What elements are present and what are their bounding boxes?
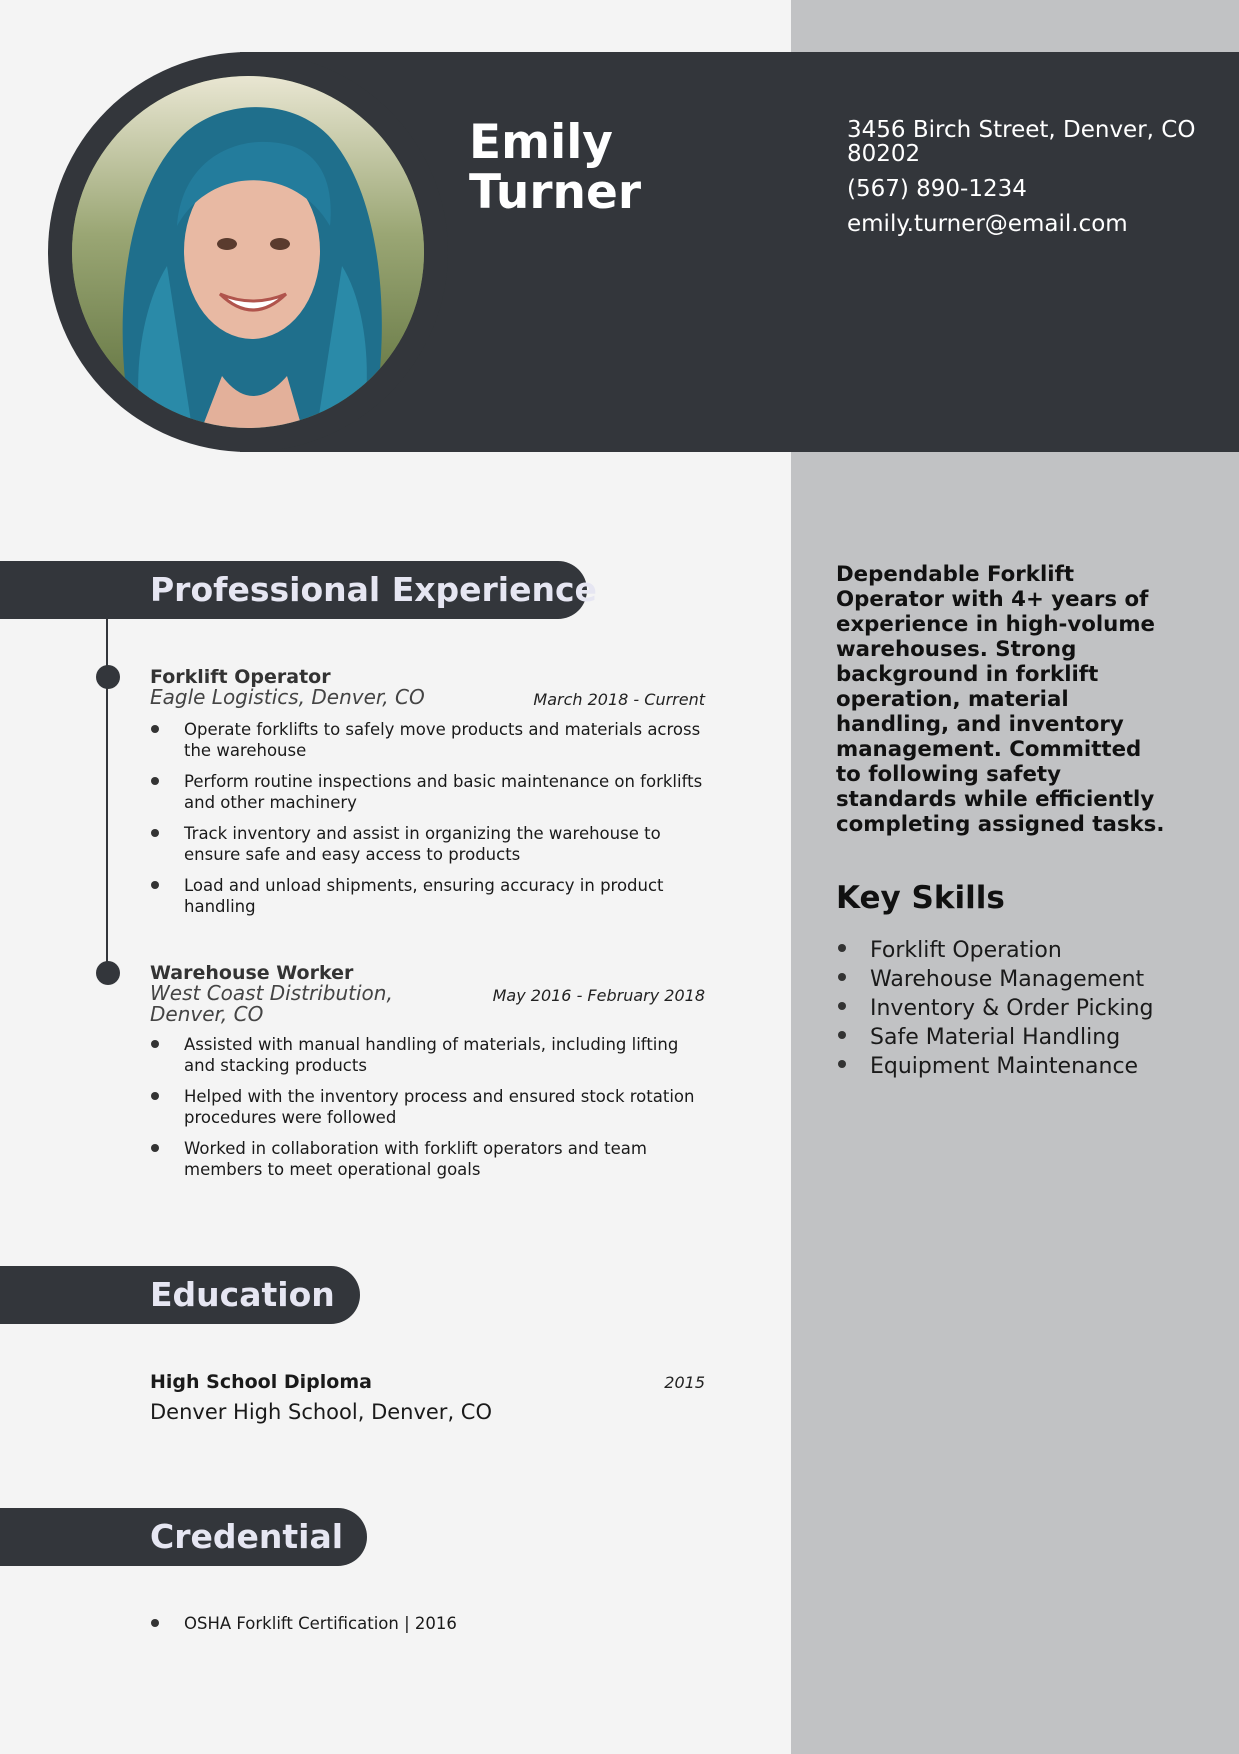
- job-bullets: [150, 719, 710, 927]
- address: 3456 Birch Street, Denver, CO 80202: [847, 117, 1196, 167]
- list-item: Equipment Maintenance: [836, 1054, 1216, 1080]
- skills-list: [836, 938, 1216, 1083]
- experience-heading: Professional Experience: [150, 570, 597, 609]
- list-item: Load and unload shipments, ensuring accuracy in product handling: [150, 875, 710, 917]
- email: emily.turner@email.com: [847, 211, 1128, 237]
- degree: High School Diploma: [150, 1371, 372, 1393]
- contact-info: [847, 118, 1217, 236]
- skills-heading: Key Skills: [836, 880, 1005, 916]
- profile-photo: [72, 76, 424, 428]
- list-item: Helped with the inventory process and ensured stock rotation procedures were followed: [150, 1086, 710, 1128]
- list-item: Assisted with manual handling of materials, including lifting and stacking products: [150, 1034, 710, 1076]
- school: Denver High School, Denver, CO: [150, 1400, 492, 1424]
- timeline-dot: [96, 665, 120, 689]
- candidate-name: [469, 115, 642, 220]
- first-name: Emily: [469, 115, 613, 170]
- credential-heading: Credential: [150, 1517, 344, 1556]
- timeline-dot: [96, 961, 120, 985]
- last-name: Turner: [469, 165, 642, 220]
- job-company: West Coast Distribution, Denver, CO: [150, 981, 393, 1026]
- list-item: Perform routine inspections and basic maintenance on forklifts and other machinery: [150, 771, 710, 813]
- education-year: 2015: [664, 1373, 705, 1392]
- job-bullets: [150, 1034, 710, 1190]
- list-item: Safe Material Handling: [836, 1025, 1216, 1051]
- job-title: Forklift Operator: [150, 666, 331, 688]
- phone: (567) 890-1234: [847, 176, 1027, 202]
- credential-heading-bar: [0, 1508, 367, 1566]
- list-item: Warehouse Management: [836, 967, 1216, 993]
- education-heading-bar: [0, 1266, 360, 1324]
- summary: Dependable Forklift Operator with 4+ years of experience in high-volume warehouses. Strong background in forklift operation, material handling, and inventory management. Committed to following safety standards while efficiently completing assigned tasks.: [836, 562, 1165, 837]
- job-company: Eagle Logistics, Denver, CO: [150, 685, 425, 709]
- job-dates: May 2016 - February 2018: [492, 986, 705, 1005]
- list-item: OSHA Forklift Certification | 2016: [150, 1613, 710, 1634]
- experience-heading-bar: [0, 561, 597, 619]
- list-item: Worked in collaboration with forklift operators and team members to meet operational goals: [150, 1138, 710, 1180]
- list-item: Operate forklifts to safely move products and materials across the warehouse: [150, 719, 710, 761]
- job-title: Warehouse Worker: [150, 962, 354, 984]
- job-dates: March 2018 - Current: [533, 690, 705, 709]
- list-item: Inventory & Order Picking: [836, 996, 1216, 1022]
- list-item: Forklift Operation: [836, 938, 1216, 964]
- education-heading: Education: [150, 1275, 335, 1314]
- list-item: Track inventory and assist in organizing the warehouse to ensure safe and easy access to products: [150, 823, 710, 865]
- credential-list: [150, 1613, 710, 1644]
